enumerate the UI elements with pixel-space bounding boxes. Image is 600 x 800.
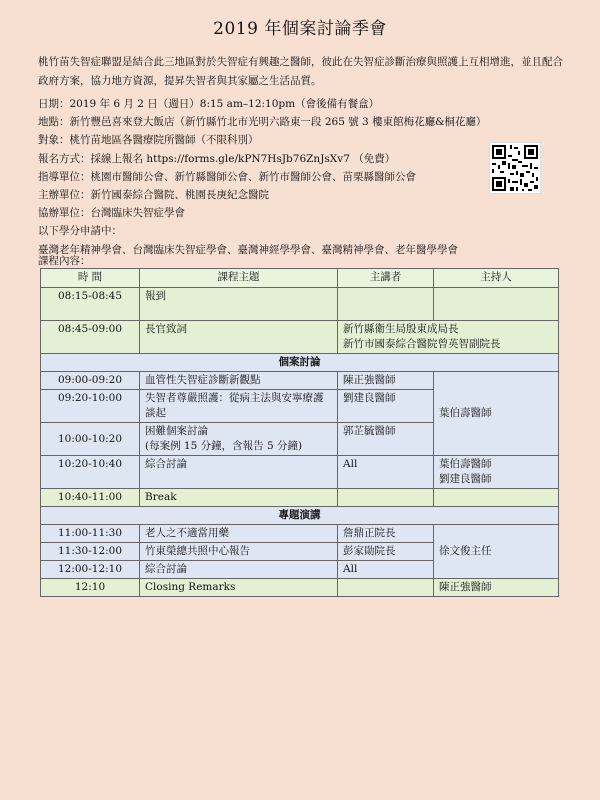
header-host: 主持人 [434,269,559,288]
row-topic: 綜合討論 [140,561,338,579]
row-host: 陳正強醫師 [434,579,559,597]
row-time: 11:00-11:30 [41,525,140,543]
row-time: 10:40-11:00 [41,489,140,507]
credits-title: 以下學分申請中： [38,225,122,238]
row-host [434,288,559,321]
table-row [41,489,559,507]
row-host: 葉伯壽醫師 [434,372,559,456]
guide-line: 指導單位：桃園市醫師公會、新竹縣醫師公會、新竹市醫師公會、苗栗縣醫師公會 [38,170,416,183]
row-topic: 困難個案討論 (每案例 15 分鐘，含報告 5 分鐘) [140,423,338,456]
row-topic: 血管性失智症診斷新觀點 [140,372,338,390]
section-title: 專題演講 [41,507,559,525]
registration-prefix: 報名方式：採線上報名 [38,152,143,165]
row-time: 10:20-10:40 [41,456,140,489]
row-speaker: 陳正強醫師 [338,372,434,390]
table-row [41,321,559,354]
row-speaker: All [338,456,434,489]
row-host: 葉伯壽醫師 劉建良醫師 [434,456,559,489]
row-speaker: All [338,561,434,579]
row-speaker: 劉建良醫師 [338,390,434,423]
date-line: 日期：2019 年 6 月 2 日（週日）8:15 am–12:10pm（會後備有餐盒） [38,98,380,110]
table-row [41,372,559,390]
table-row [41,456,559,489]
section-row [41,354,559,372]
table-row [41,525,559,543]
audience-line: 對象：桃竹苗地區各醫療院所醫師（不限科別） [38,134,259,147]
row-time: 09:20-10:00 [41,390,140,423]
registration-link[interactable]: https://forms.gle/kPN7HsJb76ZnJsXv7 [146,152,350,165]
qr-code-image [489,142,541,194]
row-topic: 長官致詞 [140,321,338,354]
row-time: 08:45-09:00 [41,321,140,354]
row-time: 12:00-12:10 [41,561,140,579]
row-time: 09:00-09:20 [41,372,140,390]
course-label: 課程內容： [38,255,91,267]
row-topic: Closing Remarks [140,579,338,597]
section-title: 個案討論 [41,354,559,372]
row-host: 徐文俊主任 [434,525,559,579]
row-host [434,489,559,507]
intro-paragraph: 桃竹苗失智症聯盟是結合此三地區對於失智症有興趣之醫師，彼此在失智症診斷治療與照護上互相增進，並且配合政府方案，協力地方資源，提昇失智者與其家屬之生活品質。 [38,56,563,87]
header-time: 時 間 [41,269,140,288]
row-speaker: 郭芷毓醫師 [338,423,434,456]
row-topic: 綜合討論 [140,456,338,489]
row-topic: 老人之不適當用藥 [140,525,338,543]
schedule-table [40,268,559,597]
row-time: 11:30-12:00 [41,543,140,561]
co-host-line: 協辦單位：台灣臨床失智症學會 [38,207,185,220]
row-speaker: 彭家勛院長 [338,543,434,561]
row-time: 10:00-10:20 [41,423,140,456]
row-speaker [338,579,434,597]
page-title: 2019 年個案討論季會 [213,19,387,39]
table-row [41,288,559,321]
header-topic: 課程主題 [140,269,338,288]
table-header-row [41,269,559,288]
row-speaker: 新竹縣衛生局殷東成局長 新竹市國泰綜合醫院曾英智副院長 [338,321,559,354]
row-time: 12:10 [41,579,140,597]
row-topic: Break [140,489,338,507]
row-topic: 報到 [140,288,338,321]
row-speaker [338,489,434,507]
table-row [41,579,559,597]
venue-line: 地點：新竹豐邑喜來登大飯店（新竹縣竹北市光明六路東一段 265 號 3 樓東館梅花廳&桐花廳） [38,116,487,129]
row-topic: 失智者尊嚴照護：從病主法與安寧療護談起 [140,390,338,423]
credits-list: 臺灣老年精神學會、台灣臨床失智症學會、臺灣神經學學會、臺灣精神學會、老年醫學學會 [38,243,458,256]
row-topic: 竹東榮總共照中心報告 [140,543,338,561]
header-speaker: 主講者 [338,269,434,288]
host-line: 主辦單位：新竹國泰綜合醫院、桃園長庚紀念醫院 [38,189,269,202]
row-time: 08:15-08:45 [41,288,140,321]
registration-suffix: （免費） [353,152,396,165]
section-row [41,507,559,525]
row-speaker [338,288,434,321]
row-speaker: 詹鼎正院長 [338,525,434,543]
